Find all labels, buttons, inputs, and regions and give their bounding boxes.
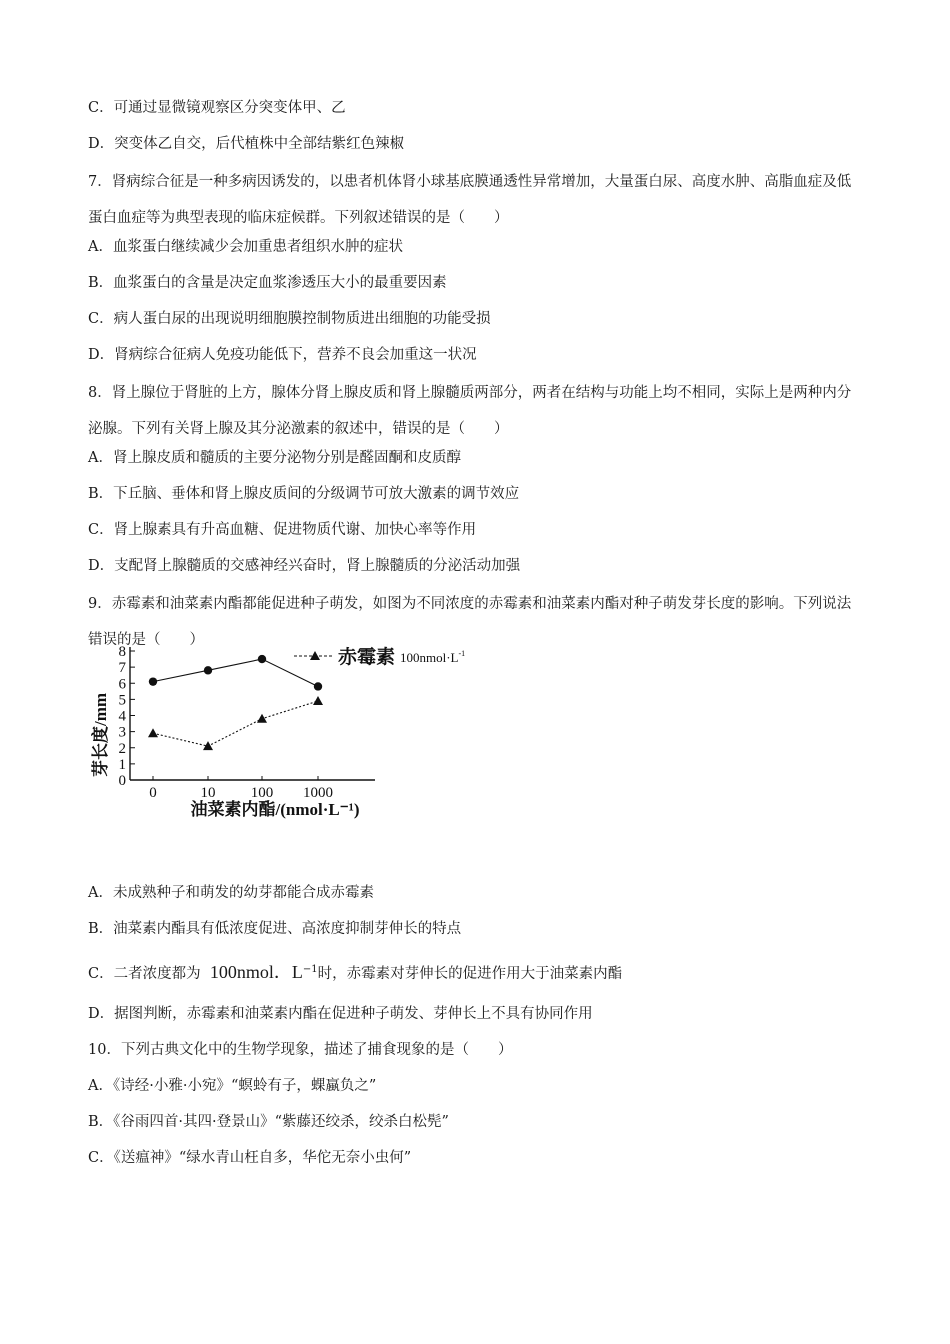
series-line-triangle xyxy=(153,701,318,746)
y-tick-label: 5 xyxy=(118,692,126,709)
chart-x-label: 油菜素内酯/(nmol·L⁻¹) xyxy=(190,800,360,819)
x-tick-label: 0 xyxy=(149,785,157,801)
chart-y-label: 芽长度/mm xyxy=(91,692,110,778)
y-tick-label: 6 xyxy=(118,676,126,693)
q7-option-c: C．病人蛋白尿的出现说明细胞膜控制物质进出细胞的功能受损 xyxy=(88,311,491,327)
q10-stem: 10．下列古典文化中的生物学现象，描述了捕食现象的是（ ） xyxy=(88,1042,513,1058)
q9-stem: 9．赤霉素和油菜素内酯都能促进种子萌发，如图为不同浓度的赤霉素和油菜素内酯对种子萌发芽长度的影响。下列说法错误的是（ ） xyxy=(88,596,852,648)
q6-option-c: C．可通过显微镜观察区分突变体甲、乙 xyxy=(88,100,346,116)
y-tick-label: 8 xyxy=(118,644,126,660)
series-line-circle xyxy=(153,659,318,686)
chart-series xyxy=(148,655,323,750)
data-point-circle xyxy=(314,682,322,690)
data-point-circle xyxy=(204,666,212,674)
q10-option-c: C．《送瘟神》“绿水青山枉自多，华佗无奈小虫何” xyxy=(88,1150,412,1166)
q10-option-a: A．《诗经·小雅·小宛》“螟蛉有子，蜾蠃负之” xyxy=(88,1078,377,1094)
x-tick-label: 1000 xyxy=(303,785,333,801)
q7-option-a: A．血浆蛋白继续减少会加重患者组织水肿的症状 xyxy=(88,239,403,255)
q8-option-c: C．肾上腺素具有升高血糖、促进物质代谢、加快心率等作用 xyxy=(88,522,477,538)
q10-option-b: B．《谷雨四首·其四·登景山》“紫藤还绞杀，绞杀白松髡” xyxy=(88,1114,449,1130)
legend-label: 赤霉素 xyxy=(338,647,396,668)
y-tick-label: 0 xyxy=(118,773,126,789)
q9-figure-chart xyxy=(80,643,500,833)
q9-option-a: A．未成熟种子和萌发的幼芽都能合成赤霉素 xyxy=(88,885,374,901)
x-tick-label: 100 xyxy=(250,785,274,801)
y-tick-label: 1 xyxy=(118,756,126,773)
q8-option-d: D．支配肾上腺髓质的交感神经兴奋时，肾上腺髓质的分泌活动加强 xyxy=(88,558,521,574)
y-tick-label: 4 xyxy=(118,708,126,725)
data-point-triangle xyxy=(148,728,158,737)
y-tick-label: 7 xyxy=(118,660,126,677)
legend-unit: $100nmol\cdot L^{-1}$ xyxy=(400,649,466,665)
q8-option-b: B．下丘脑、垂体和肾上腺皮质间的分级调节可放大激素的调节效应 xyxy=(88,486,520,502)
data-point-circle xyxy=(149,677,157,685)
q9-option-d: D．据图判断，赤霉素和油菜素内酯在促进种子萌发、芽伸长上不具有协同作用 xyxy=(88,1006,593,1022)
data-point-triangle xyxy=(313,696,323,705)
q6-option-d: D．突变体乙自交，后代植株中全部结紫红色辣椒 xyxy=(88,136,405,152)
q7-option-d: D．肾病综合征病人免疫功能低下，营养不良会加重这一状况 xyxy=(88,347,477,363)
chart-legend xyxy=(294,645,465,668)
data-point-circle xyxy=(258,655,266,663)
q7-stem: 7．肾病综合征是一种多病因诱发的，以患者机体肾小球基底膜通透性异常增加，大量蛋白尿、高度水肿、高脂血症及低蛋白血症等为典型表现的临床症候群。下列叙述错误的是（ ） xyxy=(88,174,852,226)
q9-option-b: B．油菜素内酯具有低浓度促进、高浓度抑制芽伸长的特点 xyxy=(88,921,462,937)
x-tick-label: 10 xyxy=(200,785,216,801)
q7-option-b: B．血浆蛋白的含量是决定血浆渗透压大小的最重要因素 xyxy=(88,275,447,291)
q8-stem: 8．肾上腺位于肾脏的上方，腺体分肾上腺皮质和肾上腺髓质两部分，两者在结构与功能上均不相同，实际上是两种内分泌腺。下列有关肾上腺及其分泌激素的叙述中，错误的是（ ） xyxy=(88,385,852,437)
chart-y-ticks xyxy=(119,644,136,789)
y-tick-label: 2 xyxy=(118,740,126,757)
q9-option-c: C．二者浓度都为 100nmol．$L^{-1}$时，赤霉素对芽伸长的促进作用大于油菜素内酯 xyxy=(88,961,623,982)
data-point-triangle xyxy=(257,714,267,723)
q8-option-a: A．肾上腺皮质和髓质的主要分泌物分别是醛固酮和皮质醇 xyxy=(88,450,461,466)
y-tick-label: 3 xyxy=(118,724,126,741)
